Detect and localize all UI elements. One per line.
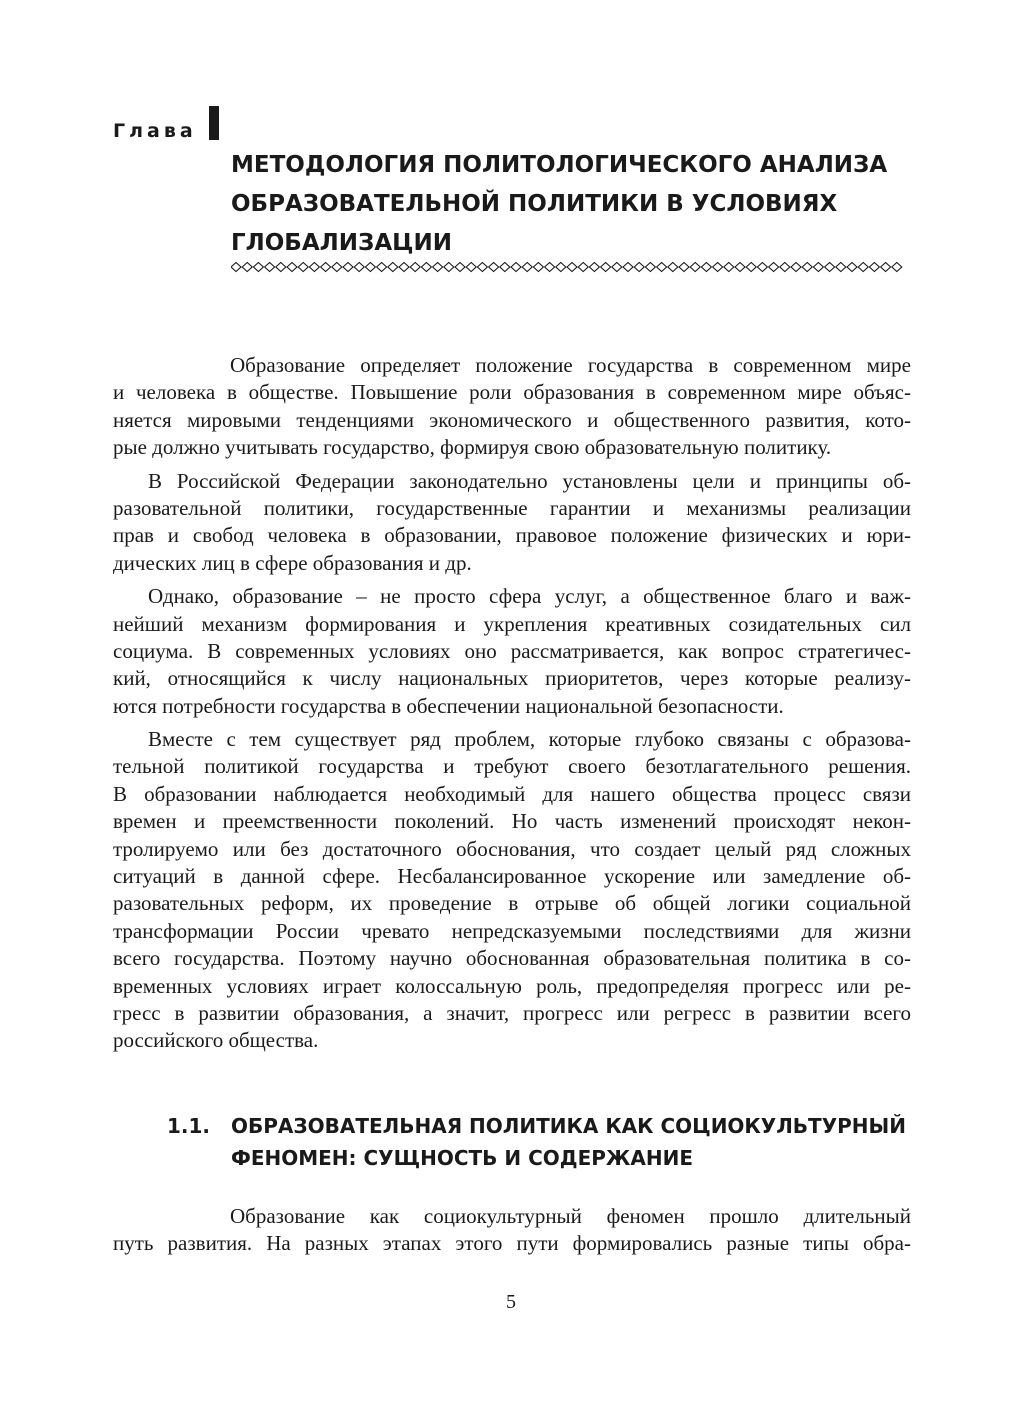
page-number: 5 bbox=[506, 1291, 516, 1313]
ornament-diamond bbox=[746, 263, 756, 272]
ornament-diamond bbox=[645, 263, 655, 272]
text-line: ются потребности государства в обеспечении национальной безопасности. bbox=[113, 693, 784, 718]
ornament-diamond bbox=[421, 263, 431, 272]
section-title-line: ОБРАЗОВАТЕЛЬНАЯ ПОЛИТИКА КАК СОЦИОКУЛЬТУРНЫЙ bbox=[231, 1114, 906, 1138]
ornament-diamond bbox=[578, 263, 588, 272]
text-line: Образование как социокультурный феномен прошло длительный bbox=[230, 1204, 911, 1228]
chapter-title-line: ОБРАЗОВАТЕЛЬНОЙ ПОЛИТИКИ В УСЛОВИЯХ bbox=[231, 191, 838, 217]
ornament-diamond bbox=[713, 263, 723, 272]
ornament-diamond bbox=[623, 263, 633, 272]
ornament-diamond bbox=[321, 263, 331, 272]
text-line: няется мировыми тенденциями экономического и общественного развития, кото- bbox=[113, 407, 911, 432]
text-line: дических лиц в сфере образования и др. bbox=[113, 550, 472, 575]
ornament-diamond bbox=[511, 263, 521, 272]
ornament-diamond bbox=[825, 263, 835, 272]
text-line: тельной политикой государства и требуют своего безотлагательного решения. bbox=[113, 754, 911, 779]
ornament-diamond bbox=[589, 263, 599, 272]
ornament-diamond bbox=[489, 263, 499, 272]
ornament-diamond bbox=[869, 263, 879, 272]
chapter-title-line: ГЛОБАЛИЗАЦИИ bbox=[231, 230, 452, 256]
ornament-diamond bbox=[298, 263, 308, 272]
ornament-diamond bbox=[399, 263, 409, 272]
ornament-diamond bbox=[287, 263, 297, 272]
chapter-marker-bar bbox=[209, 106, 219, 140]
ornament-diamond bbox=[847, 263, 857, 272]
paragraph bbox=[113, 468, 911, 578]
ornament-diamond bbox=[612, 263, 622, 272]
ornament-diamond bbox=[466, 263, 476, 272]
text-line: гресс в развитии образования, а значит, прогресс или регресс в развитии всего bbox=[113, 1000, 911, 1025]
ornament-diamond bbox=[522, 263, 532, 272]
ornament-diamond bbox=[343, 263, 353, 272]
ornament-diamond bbox=[836, 263, 846, 272]
ornament-diamond bbox=[601, 263, 611, 272]
section-title bbox=[231, 1110, 921, 1174]
text-line: разовательных реформ, их проведение в отрыве об общей логики социальной bbox=[113, 891, 911, 916]
ornament-diamond bbox=[892, 263, 902, 272]
ornament-diamond bbox=[533, 263, 543, 272]
text-line: Однако, образование – не просто сфера услуг, а общественное благо и важ- bbox=[148, 584, 911, 609]
ornament-diamond bbox=[253, 263, 263, 272]
ornament-diamond bbox=[433, 263, 443, 272]
paragraph bbox=[113, 352, 911, 462]
ornament-diamond bbox=[657, 263, 667, 272]
ornament-diamond bbox=[556, 263, 566, 272]
section-title-line: ФЕНОМЕН: СУЩНОСТЬ И СОДЕРЖАНИЕ bbox=[231, 1146, 693, 1170]
text-line: времен и преемственности поколений. Но часть изменений происходят некон- bbox=[113, 809, 911, 834]
text-line: В Российской Федерации законодательно установлены цели и принципы об- bbox=[148, 468, 911, 493]
ornament-diamond bbox=[354, 263, 364, 272]
chapter-label: Глава bbox=[113, 120, 197, 142]
chapter-title bbox=[231, 146, 931, 263]
ornament-diamond bbox=[791, 263, 801, 272]
ornament-diamond bbox=[410, 263, 420, 272]
text-line: социума. В современных условиях оно рассматривается, как вопрос стратегичес- bbox=[113, 638, 911, 663]
ornament-diamond bbox=[477, 263, 487, 272]
ornament-diamond bbox=[690, 263, 700, 272]
ornament-diamond bbox=[813, 263, 823, 272]
text-line: Вместе с тем существует ряд проблем, которые глубоко связаны с образова- bbox=[148, 727, 911, 752]
ornament-diamond bbox=[634, 263, 644, 272]
text-line: и человека в обществе. Повышение роли образования в современном мире объяс- bbox=[113, 380, 911, 405]
ornament-diamond bbox=[500, 263, 510, 272]
text-line: Образование определяет положение государства в современном мире bbox=[230, 353, 911, 377]
decorative-divider bbox=[231, 260, 911, 274]
ornament-diamond bbox=[769, 263, 779, 272]
text-line: разовательной политики, государственные гарантии и механизмы реализации bbox=[113, 495, 911, 520]
text-line: нейший механизм формирования и укрепления креативных созидательных сил bbox=[113, 611, 911, 636]
ornament-diamond bbox=[858, 263, 868, 272]
ornament-diamond bbox=[735, 263, 745, 272]
paragraph bbox=[113, 726, 911, 1055]
paragraph bbox=[113, 1203, 911, 1258]
text-line: рые должно учитывать государство, формируя свою образовательную политику. bbox=[113, 435, 832, 460]
section-number: 1.1. bbox=[167, 1114, 211, 1138]
text-line: временных условиях играет колоссальную роль, предопределяя прогресс или ре- bbox=[113, 973, 911, 998]
ornament-diamond bbox=[545, 263, 555, 272]
ornament-diamond bbox=[377, 263, 387, 272]
ornament-diamond bbox=[567, 263, 577, 272]
ornament-diamond bbox=[365, 263, 375, 272]
ornament-diamond bbox=[668, 263, 678, 272]
text-line: В образовании наблюдается необходимый для нашего общества процесс связи bbox=[113, 781, 911, 806]
ornament-diamond bbox=[757, 263, 767, 272]
ornament-diamond bbox=[802, 263, 812, 272]
ornament-diamond bbox=[780, 263, 790, 272]
ornament-diamond bbox=[265, 263, 275, 272]
section-text bbox=[113, 1203, 911, 1258]
text-line: трансформации России чревато непредсказуемыми последствиями для жизни bbox=[113, 918, 911, 943]
ornament-diamond bbox=[679, 263, 689, 272]
text-line: ситуаций в данной сфере. Несбалансированное ускорение или замедление об- bbox=[113, 864, 911, 889]
ornament-diamond bbox=[388, 263, 398, 272]
ornament-diamond bbox=[332, 263, 342, 272]
text-line: прав и свобод человека в образовании, правовое положение физических и юри- bbox=[113, 523, 911, 548]
text-line: тролируемо или без достаточного обоснования, что создает целый ряд сложных bbox=[113, 836, 911, 861]
text-line: российского общества. bbox=[113, 1028, 319, 1053]
ornament-diamond bbox=[231, 263, 241, 272]
ornament-diamond bbox=[455, 263, 465, 272]
ornament-diamond bbox=[701, 263, 711, 272]
text-line: кий, относящийся к числу национальных приоритетов, через которые реализу- bbox=[113, 666, 911, 691]
ornament-diamond bbox=[444, 263, 454, 272]
paragraph bbox=[113, 583, 911, 720]
text-line: путь развития. На разных этапах этого пути формировались разные типы обра- bbox=[113, 1231, 911, 1256]
ornament-diamond bbox=[309, 263, 319, 272]
intro-text bbox=[113, 352, 911, 1055]
text-line: всего государства. Поэтому научно обоснованная образовательная политика в со- bbox=[113, 946, 911, 971]
ornament-diamond bbox=[276, 263, 286, 272]
ornament-diamond bbox=[242, 263, 252, 272]
ornament-diamond bbox=[724, 263, 734, 272]
ornament-diamond bbox=[881, 263, 891, 272]
chapter-title-line: МЕТОДОЛОГИЯ ПОЛИТОЛОГИЧЕСКОГО АНАЛИЗА bbox=[231, 152, 888, 178]
